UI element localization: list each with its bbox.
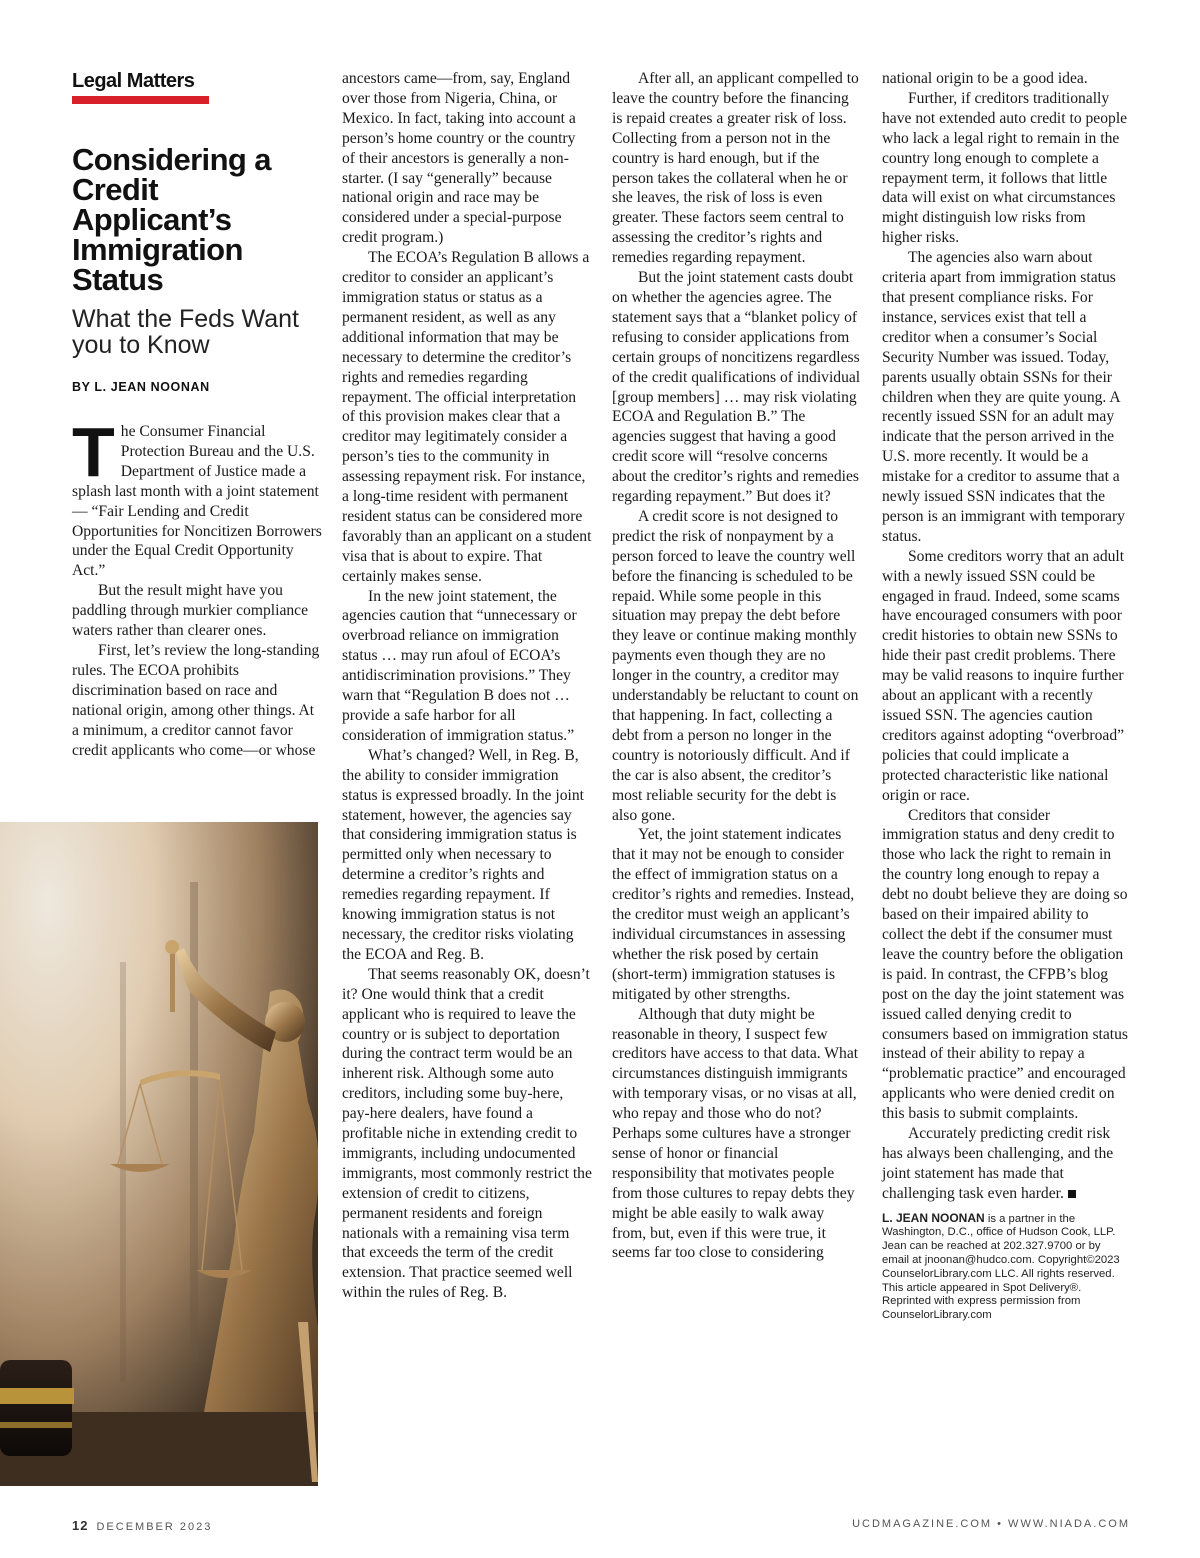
paragraph: After all, an applicant compelled to leave the country before the financing is repaid creates a greater risk of loss. Collecting from a person not in the country is hard enough, but if the person takes the collateral when he or she leaves, the risk of loss is even greater. These factors seem central to assessing the creditor’s rights and remedies regarding repayment. xyxy=(612,70,859,267)
paragraph: Although that duty might be reasonable in theory, I suspect few creditors have access to that data. What circumstances distinguish immigrants with temporary visas, or no visas at all, who repay and those who do not? Perhaps some cultures have a stronger sense of honor or financial responsibility that motivates people from those cultures to repay debts they might be able easily to walk away from, but, even if this were true, it seems far too close to considering xyxy=(612,1005,859,1262)
footer-websites: UCDMAGAZINE.COM • WWW.NIADA.COM xyxy=(852,1518,1130,1530)
paragraph-text: Accurately predicting credit risk has always been challenging, and the joint statement has made that challenging task even harder. xyxy=(882,1125,1114,1202)
section-rule xyxy=(72,96,209,104)
article-subtitle: What the Feds Want you to Know xyxy=(72,305,299,359)
text-column-4 xyxy=(882,69,1128,1323)
paragraph: Some creditors worry that an adult with a newly issued SSN could be engaged in fraud. Indeed, some scams have encouraged consumers with poor credit histories to obtain new SSNs to hide their past credit problems. There may be valid reasons to inquire further about an applicant with a recently issued SSN. The agencies caution creditors against adopting “overbroad” policies that could implicate a protected characteristic like national origin or race. xyxy=(882,547,1125,804)
paragraph: But the result might have you paddling through murkier compliance waters rather than clearer ones. xyxy=(72,582,309,640)
paragraph: A credit score is not designed to predict the risk of nonpayment by a person forced to leave the country well before the financing is scheduled to be repaid. While some people in this situation may prepay the debt before they leave or continue making monthly payments even though they are no longer in the country, a creditor may understandably be reluctant to count on that happening. In fact, collecting a debt from a person no longer in the country is notoriously difficult. And if the car is also absent, the creditor’s most reliable security for the debt is also gone. xyxy=(612,507,859,824)
text-column-2 xyxy=(342,69,592,1303)
paragraph: What’s changed? Well, in Reg. B, the ability to consider immigration status is expressed broadly. In the joint statement, however, the agencies say that considering immigration status is permitted only when necessary to determine a creditor’s rights and remedies regarding repayment. If knowing immigration status is not necessary, the creditor risks violating the ECOA and Reg. B. xyxy=(342,746,584,963)
paragraph: Yet, the joint statement indicates that it may not be enough to consider the effect of immigration status on a creditor’s rights and remedies. Instead, the creditor must weigh an applicant’s individual circumstances in assessing whether the risk posed by certain (short-term) immigration statuses is mitigated by other strengths. xyxy=(612,826,855,1003)
bio-text: is a partner in the Washington, D.C., office of Hudson Cook, LLP. Jean can be reached at 202.327.9700 or by email at jnoonan@hudco.com. Copyright©2023 CounselorLibrary.com LLC. All rights reserved. This article appeared in Spot Delivery®. Reprinted with express permission from CounselorLibrary.com xyxy=(882,1212,1120,1322)
paragraph-text: he Consumer Financial Protection Bureau and the U.S. Department of Justice made a splash last month with a joint statement — “Fair Lending and Credit Opportunities for Noncitizen Borrowers under the Equal Credit Opportunity Act.” xyxy=(72,423,322,580)
paragraph: ancestors came—from, say, England over those from Nigeria, China, or Mexico. In fact, taking into account a person’s home country or the country of their ancestors is generally a non-starter. (I say “generally” because national origin and race may be considered under a special-purpose credit program.) xyxy=(342,70,576,247)
issue-date: DECEMBER 2023 xyxy=(96,1521,213,1533)
paragraph: Further, if creditors traditionally have not extended auto credit to people who lack a legal right to remain in the country long enough to complete a repayment term, it follows that little data will exist on what circumstances might distinguish low risks from higher risks. xyxy=(882,89,1128,247)
byline: BY L. JEAN NOONAN xyxy=(72,380,210,394)
paragraph: Creditors that consider immigration status and deny credit to those who lack the right to remain in the country long enough to repay a debt no doubt believe they are doing so based on their impaired ability to collect the debt if the consumer must leave the country before the obligation is paid. In contrast, the CFPB’s blog post on the day the joint statement was issued called denying credit to consumers based on immigration status instead of their ability to repay a “problematic practice” and encouraged applicants who were denied credit on this basis to submit complaints. xyxy=(882,806,1128,1123)
paragraph: That seems reasonably OK, doesn’t it? One would think that a credit applicant who is required to leave the country or is subject to deportation during the contract term would be an inherent risk. Although some auto creditors, including some buy-here, pay-here dealers, have found a profitable niche in extending credit to immigrants, including undocumented immigrants, most commonly restrict the extension of credit to citizens, permanent residents and foreign nationals with a remaining visa term that exceeds the term of the credit extension. That practice seemed well within the rules of Reg. B. xyxy=(342,965,592,1302)
bio-author-name: L. JEAN NOONAN xyxy=(882,1210,985,1225)
drop-cap: T xyxy=(72,413,115,491)
article-title: Considering a Credit Applicant’s Immigration Status xyxy=(72,142,271,297)
end-mark-icon xyxy=(1068,1190,1076,1198)
text-column-3 xyxy=(612,69,862,1263)
paragraph xyxy=(882,1124,1128,1204)
paragraph: In the new joint statement, the agencies caution that “unnecessary or overbroad reliance on immigration status … may run afoul of ECOA’s antidiscrimination provisions.” They warn that “Regulation B does not … provide a safe harbor for all consideration of immigration status.” xyxy=(342,587,577,744)
paragraph: But the joint statement casts doubt on whether the agencies agree. The statement says that a “blanket policy of refusing to consider applications from certain groups of noncitizens regardless of the credit qualifications of individual [group members] … may risk violating ECOA and Regulation B.” The agencies suggest that having a good credit score will “resolve concerns about the creditor’s rights and remedies regarding repayment.” But does it? xyxy=(612,269,861,506)
footer-left xyxy=(72,1518,212,1533)
page-number: 12 xyxy=(72,1518,89,1533)
paragraph: First, let’s review the long-standing rules. The ECOA prohibits discrimination based on race and national origin, among other things. At a minimum, a creditor cannot favor credit applicants who come—or whose xyxy=(72,641,320,759)
paragraph: The agencies also warn about criteria apart from immigration status that present compliance risks. For instance, services exist that tell a creditor when a consumer’s Social Security Number was issued. Today, parents usually obtain SSNs for their children when they are quite young. A recently issued SSN for an adult may indicate that the person arrived in the U.S. more recently. It would be a mistake for a creditor to assume that a newly issued SSN indicates that the person is an immigrant with temporary status. xyxy=(882,249,1125,545)
author-bio xyxy=(882,1212,1128,1323)
text-column-1 xyxy=(72,413,322,760)
justice-statue-photo xyxy=(0,822,318,1486)
paragraph: The ECOA’s Regulation B allows a creditor to consider an applicant’s immigration status or status as a permanent resident, as well as any additional information that may be necessary to determine the creditor’s rights and remedies regarding repayment. The official interpretation of this provision makes clear that a creditor may legitimately consider a person’s ties to the community in assessing repayment risk. For instance, a long-time resident with permanent resident status can be considered more favorably than an applicant on a student visa that is about to expire. That certainly makes sense. xyxy=(342,249,592,585)
paragraph xyxy=(72,413,322,581)
section-label: Legal Matters xyxy=(72,70,195,92)
paragraph: national origin to be a good idea. xyxy=(882,70,1088,87)
